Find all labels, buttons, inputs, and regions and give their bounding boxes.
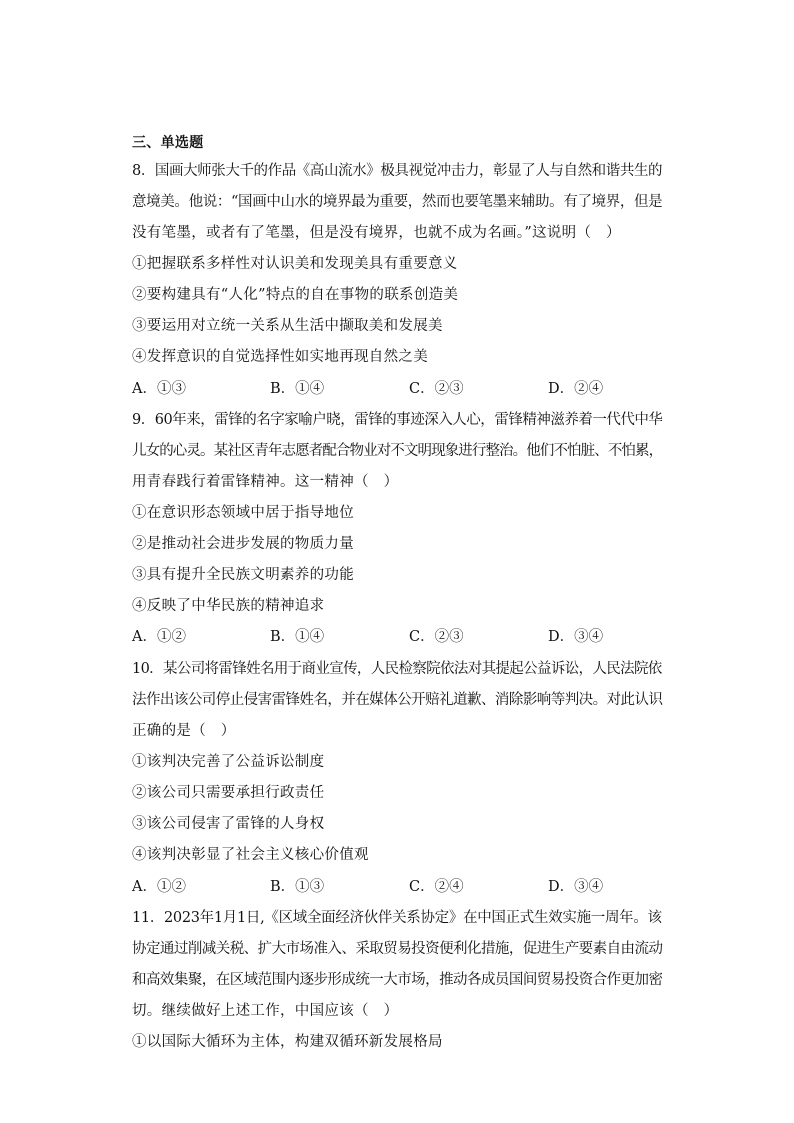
question-8-option-b[interactable]: B．①④ (270, 381, 325, 397)
question-8-text-line-1: 8．国画大师张大千的作品《高山流水》极具视觉冲击力，彰显了人与自然和谐共生的 (132, 163, 663, 179)
question-10-statement-4: ④该判决彰显了社会主义核心价值观 (132, 847, 369, 863)
question-9-text-line-3: 用青春践行着雷锋精神。这一精神（ ） (132, 474, 399, 490)
question-8-statement-4: ④发挥意识的自觉选择性如实地再现自然之美 (132, 349, 428, 365)
question-8-statement-3: ③要运用对立统一关系从生活中撷取美和发展美 (132, 318, 443, 334)
question-8-option-d[interactable]: D．②④ (548, 381, 604, 397)
question-10-option-a[interactable]: A．①② (132, 879, 186, 895)
question-8-text-line-2: 意境美。他说：“国画中山水的境界最为重要，然而也要笔墨来辅助。有了境界，但是 (132, 194, 663, 210)
question-10-option-c[interactable]: C．②④ (409, 879, 464, 895)
question-9-option-d[interactable]: D．③④ (548, 629, 604, 645)
question-11-text-line-3: 和高效集聚，在区域范围内逐步形成统一大市场，推动各成员国间贸易投资合作更加密 (132, 972, 663, 988)
question-10-text-line-3: 正确的是（ ） (132, 723, 236, 739)
question-10-text-line-1: 10．某公司将雷锋姓名用于商业宣传，人民检察院依法对其提起公益诉讼，人民法院依 (132, 661, 662, 677)
question-9-option-a[interactable]: A．①② (132, 629, 186, 645)
question-8-statement-2: ②要构建具有“人化”特点的自在事物的联系创造美 (132, 287, 459, 303)
question-11-text-line-1: 11．2023年1月1日,《区域全面经济伙伴关系协定》在中国正式生效实施一周年。该 (132, 910, 662, 926)
question-9-statement-1: ①在意识形态领域中居于指导地位 (132, 505, 354, 521)
question-10-statement-3: ③该公司侵害了雷锋的人身权 (132, 816, 325, 832)
question-10-option-d[interactable]: D．③④ (548, 879, 604, 895)
question-11-text-line-4: 切。继续做好上述工作，中国应该（ ） (132, 1003, 399, 1019)
question-9-option-c[interactable]: C．②③ (409, 629, 464, 645)
question-8-option-a[interactable]: A．①③ (132, 381, 186, 397)
question-10-statement-1: ①该判决完善了公益诉讼制度 (132, 754, 325, 770)
question-9-text-line-2: 儿女的心灵。某社区青年志愿者配合物业对不文明现象进行整治。他们不怕脏、不怕累， (132, 443, 663, 459)
question-8-option-c[interactable]: C．②③ (409, 381, 464, 397)
question-10-statement-2: ②该公司只需要承担行政责任 (132, 785, 325, 801)
question-9-option-b[interactable]: B．①④ (270, 629, 325, 645)
question-10-text-line-2: 法作出该公司停止侵害雷锋姓名，并在媒体公开赔礼道歉、消除影响等判决。对此认识 (132, 692, 663, 708)
section-title: 三、单选题 (132, 135, 204, 151)
question-11-statement-1: ①以国际大循环为主体，构建双循环新发展格局 (132, 1034, 443, 1050)
question-9-statement-3: ③具有提升全民族文明素养的功能 (132, 567, 354, 583)
question-9-text-line-1: 9．60年来，雷锋的名字家喻户晓，雷锋的事迹深入人心，雷锋精神滋养着一代代中华 (132, 412, 663, 428)
question-8-statement-1: ①把握联系多样性对认识美和发现美具有重要意义 (132, 256, 458, 272)
question-9-statement-2: ②是推动社会进步发展的物质力量 (132, 536, 354, 552)
question-10-option-b[interactable]: B．①③ (270, 879, 325, 895)
question-11-text-line-2: 协定通过削减关税、扩大市场准入、采取贸易投资便利化措施，促进生产要素自由流动 (132, 941, 663, 957)
question-8-text-line-3: 没有笔墨，或者有了笔墨，但是没有境界，也就不成为名画。”这说明（ ） (132, 225, 621, 241)
question-9-statement-4: ④反映了中华民族的精神追求 (132, 598, 325, 614)
